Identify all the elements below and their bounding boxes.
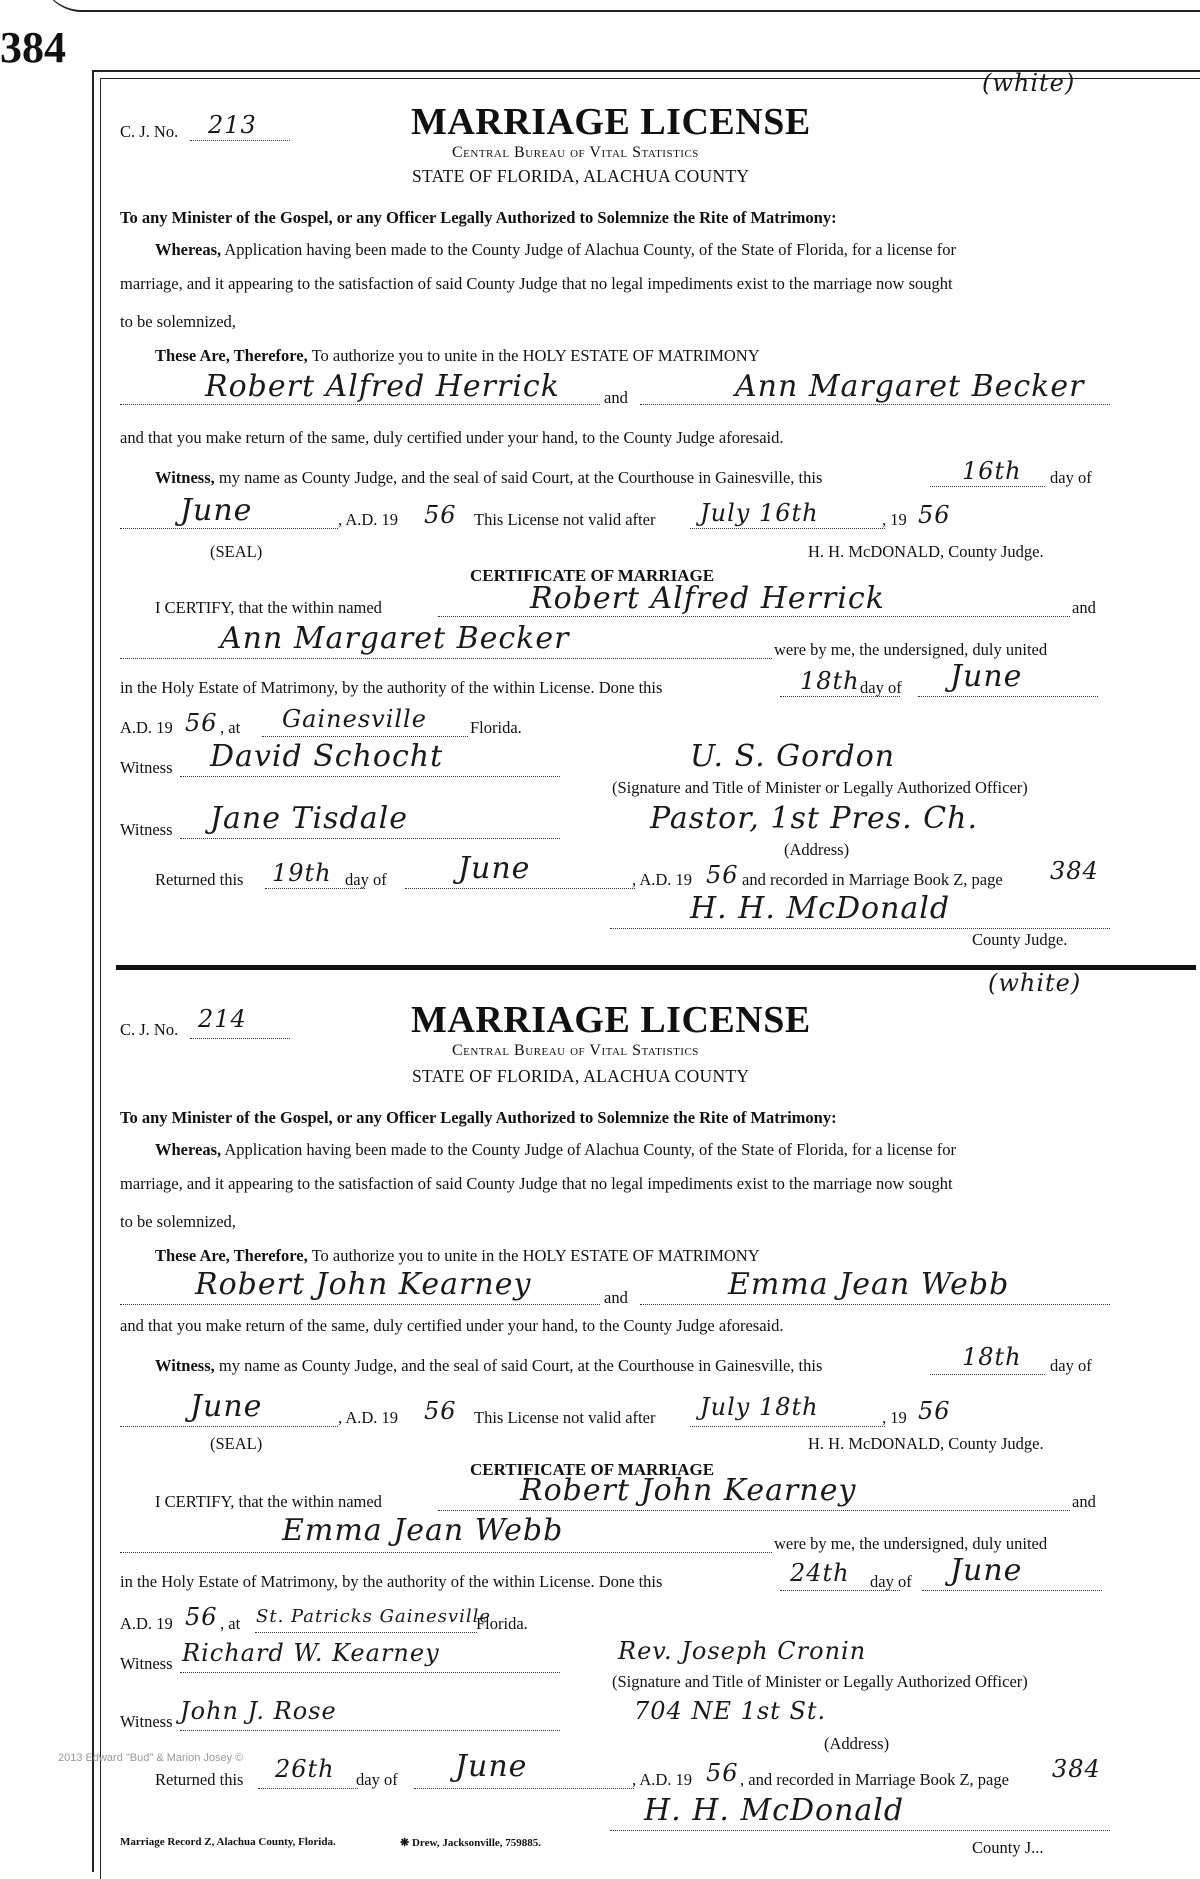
seal-label: (SEAL) xyxy=(210,542,263,561)
recorded-text: , and recorded in Marriage Book Z, page xyxy=(740,1770,1009,1789)
officer-signature: U. S. Gordon xyxy=(690,739,896,774)
cj-label: C. J. No. xyxy=(120,1020,179,1039)
returned-text: Returned this xyxy=(155,1770,244,1789)
returned-ad: , A.D. 19 xyxy=(632,1770,693,1789)
returned-year: 56 xyxy=(706,861,739,889)
place: Gainesville xyxy=(282,705,427,733)
address-line: To any Minister of the Gospel, or any Officer Legally Authorized to Solemnize the Rite of Matrimony: xyxy=(120,1108,837,1127)
cert-and-word: and xyxy=(1072,1492,1096,1511)
issue-day-of: day of xyxy=(1050,468,1092,487)
page-number: 384 xyxy=(0,23,66,72)
whereas-line-2: marriage, and it appearing to the satisfaction of said County Judge that no legal impediments exist to the marriage now sought xyxy=(120,274,953,293)
holy-estate-text: in the Holy Estate of Matrimony, by the authority of the within License. Done this xyxy=(120,678,663,697)
certificate-title: CERTIFICATE OF MARRIAGE xyxy=(470,566,715,585)
issue-year: 56 xyxy=(424,1397,457,1425)
done-at: , at xyxy=(220,1614,241,1633)
whereas-line-1 xyxy=(155,1140,956,1160)
returned-day-of: day of xyxy=(345,870,387,889)
done-ad: A.D. 19 xyxy=(120,1614,173,1633)
valid-19: , 19 xyxy=(882,1408,907,1427)
valid-19: , 19 xyxy=(882,510,907,529)
and-word: and xyxy=(604,388,628,407)
these-are-lead: These Are, Therefore, xyxy=(155,346,308,365)
issue-ad: , A.D. 19 xyxy=(338,510,399,529)
united-text: were by me, the undersigned, duly united xyxy=(774,640,1048,659)
witness-judge-line xyxy=(155,468,822,488)
recorded-page: 384 xyxy=(1050,857,1099,885)
judge-signature: H. H. McDonald xyxy=(644,1793,905,1828)
cert-bride: Emma Jean Webb xyxy=(282,1513,564,1548)
witness2-name: Jane Tisdale xyxy=(210,801,408,836)
done-month: June xyxy=(950,659,1023,694)
officer-caption: (Signature and Title of Minister or Legally Authorized Officer) xyxy=(612,1672,1028,1691)
done-day: 18th xyxy=(800,667,860,695)
witness1-label: Witness xyxy=(120,1654,173,1673)
returned-year: 56 xyxy=(706,1759,739,1787)
florida-word: Florida. xyxy=(470,718,522,737)
done-day-of: day of xyxy=(860,678,902,697)
not-valid-text: This License not valid after xyxy=(474,510,656,529)
footer-record: Marriage Record Z, Alachua County, Florida. xyxy=(120,1836,336,1848)
returned-day-of: day of xyxy=(356,1770,398,1789)
place: St. Patricks Gainesville xyxy=(256,1606,492,1627)
returned-ad: , A.D. 19 xyxy=(632,870,693,889)
certify-text: I CERTIFY, that the within named xyxy=(155,598,382,617)
judge-title: H. H. McDONALD, County Judge. xyxy=(808,542,1044,561)
groom-name: Robert John Kearney xyxy=(195,1267,532,1302)
issue-day: 16th xyxy=(962,457,1022,485)
holy-estate-text: in the Holy Estate of Matrimony, by the authority of the within License. Done this xyxy=(120,1572,663,1591)
done-ad: A.D. 19 xyxy=(120,718,173,737)
returned-day: 26th xyxy=(275,1755,335,1783)
valid-until: July 16th xyxy=(700,499,819,527)
florida-word: Florida. xyxy=(476,1614,528,1633)
whereas-text-1: Application having been made to the County Judge of Alachua County, of the State of Florida, for a license for xyxy=(224,240,956,259)
these-are-line xyxy=(155,1246,760,1266)
judge-title: H. H. McDONALD, County Judge. xyxy=(808,1434,1044,1453)
return-line: and that you make return of the same, duly certified under your hand, to the County Judge aforesaid. xyxy=(120,428,784,447)
seal-label: (SEAL) xyxy=(210,1434,263,1453)
returned-day: 19th xyxy=(272,859,332,887)
these-are-text: To authorize you to unite in the HOLY ESTATE OF MATRIMONY xyxy=(311,346,760,365)
issue-ad: , A.D. 19 xyxy=(338,1408,399,1427)
whereas-text-1: Application having been made to the County Judge of Alachua County, of the State of Florida, for a license for xyxy=(224,1140,956,1159)
these-are-text: To authorize you to unite in the HOLY ESTATE OF MATRIMONY xyxy=(311,1246,760,1265)
officer-signature: Rev. Joseph Cronin xyxy=(618,1637,867,1665)
witness-judge-line xyxy=(155,1356,822,1376)
done-day-of: day of xyxy=(870,1572,912,1591)
done-month: June xyxy=(950,1553,1023,1588)
and-word: and xyxy=(604,1288,628,1307)
done-at: , at xyxy=(220,718,241,737)
whereas-line-1 xyxy=(155,240,956,260)
recorded-text: and recorded in Marriage Book Z, page xyxy=(742,870,1003,889)
cj-no: 213 xyxy=(208,111,257,139)
whereas-line-3: to be solemnized, xyxy=(120,312,236,331)
certify-text: I CERTIFY, that the within named xyxy=(155,1492,382,1511)
these-are-line xyxy=(155,346,760,366)
issue-day: 18th xyxy=(962,1343,1022,1371)
county-judge-label: County Judge. xyxy=(972,930,1068,949)
witness2-label: Witness xyxy=(120,820,173,839)
witness1-label: Witness xyxy=(120,758,173,777)
returned-month: June xyxy=(455,1749,528,1784)
officer-address: Pastor, 1st Pres. Ch. xyxy=(650,801,978,836)
license-title: MARRIAGE LICENSE xyxy=(411,101,811,143)
watermark: 2013 Edward "Bud" & Marion Josey © xyxy=(58,1752,244,1764)
cert-bride: Ann Margaret Becker xyxy=(220,621,570,656)
valid-year: 56 xyxy=(918,501,951,529)
state-line: STATE OF FLORIDA, ALACHUA COUNTY xyxy=(412,166,750,186)
cert-and-word: and xyxy=(1072,598,1096,617)
license-title: MARRIAGE LICENSE xyxy=(411,999,811,1041)
issue-month: June xyxy=(190,1389,263,1424)
cj-no: 214 xyxy=(198,1005,247,1033)
done-day: 24th xyxy=(790,1559,850,1587)
whereas-line-2: marriage, and it appearing to the satisfaction of said County Judge that no legal impediments exist to the marriage now sought xyxy=(120,1174,953,1193)
witness1-name: Richard W. Kearney xyxy=(182,1639,440,1667)
address-caption: (Address) xyxy=(824,1734,890,1753)
bureau-line: Central Bureau of Vital Statistics xyxy=(452,144,699,161)
issue-month: June xyxy=(180,493,253,528)
return-line: and that you make return of the same, duly certified under your hand, to the County Judge aforesaid. xyxy=(120,1316,784,1335)
these-are-lead: These Are, Therefore, xyxy=(155,1246,308,1265)
bureau-line: Central Bureau of Vital Statistics xyxy=(452,1042,699,1059)
cert-groom: Robert Alfred Herrick xyxy=(530,581,885,616)
witness2-name: John J. Rose xyxy=(180,1697,337,1725)
issue-day-of: day of xyxy=(1050,1356,1092,1375)
whereas-lead: Whereas, xyxy=(155,1140,222,1159)
bride-name: Emma Jean Webb xyxy=(728,1267,1010,1302)
judge-signature: H. H. McDonald xyxy=(690,891,951,926)
footer-county-judge: County J... xyxy=(972,1838,1044,1857)
issue-year: 56 xyxy=(424,501,457,529)
cert-groom: Robert John Kearney xyxy=(520,1473,857,1508)
officer-caption: (Signature and Title of Minister or Legally Authorized Officer) xyxy=(612,778,1028,797)
returned-month: June xyxy=(458,851,531,886)
cj-label: C. J. No. xyxy=(120,122,179,141)
officer-address: 704 NE 1st St. xyxy=(634,1697,827,1725)
color-note: (white) xyxy=(988,969,1082,997)
address-line: To any Minister of the Gospel, or any Officer Legally Authorized to Solemnize the Rite of Matrimony: xyxy=(120,208,837,227)
witness-judge-text: my name as County Judge, and the seal of said Court, at the Courthouse in Gainesville, this xyxy=(218,468,823,487)
bride-name: Ann Margaret Becker xyxy=(735,369,1085,404)
footer-printer: ❋ Drew, Jacksonville, 759885. xyxy=(400,1837,542,1849)
certificate-title: CERTIFICATE OF MARRIAGE xyxy=(470,1460,715,1479)
done-year: 56 xyxy=(185,1603,218,1631)
united-text: were by me, the undersigned, duly united xyxy=(774,1534,1048,1553)
recorded-page: 384 xyxy=(1052,1755,1101,1783)
whereas-line-3: to be solemnized, xyxy=(120,1212,236,1231)
address-caption: (Address) xyxy=(784,840,850,859)
whereas-lead: Whereas, xyxy=(155,240,222,259)
witness-judge-lead: Witness, xyxy=(155,1356,215,1375)
groom-name: Robert Alfred Herrick xyxy=(205,369,560,404)
not-valid-text: This License not valid after xyxy=(474,1408,656,1427)
top-border-curve xyxy=(40,0,1200,12)
valid-year: 56 xyxy=(918,1397,951,1425)
witness-judge-text: my name as County Judge, and the seal of said Court, at the Courthouse in Gainesville, this xyxy=(218,1356,823,1375)
state-line: STATE OF FLORIDA, ALACHUA COUNTY xyxy=(412,1066,750,1086)
returned-text: Returned this xyxy=(155,870,244,889)
color-note: (white) xyxy=(982,69,1076,97)
witness2-label: Witness xyxy=(120,1712,173,1731)
valid-until: July 18th xyxy=(700,1393,819,1421)
witness-judge-lead: Witness, xyxy=(155,468,215,487)
done-year: 56 xyxy=(185,709,218,737)
witness1-name: David Schocht xyxy=(210,739,444,774)
